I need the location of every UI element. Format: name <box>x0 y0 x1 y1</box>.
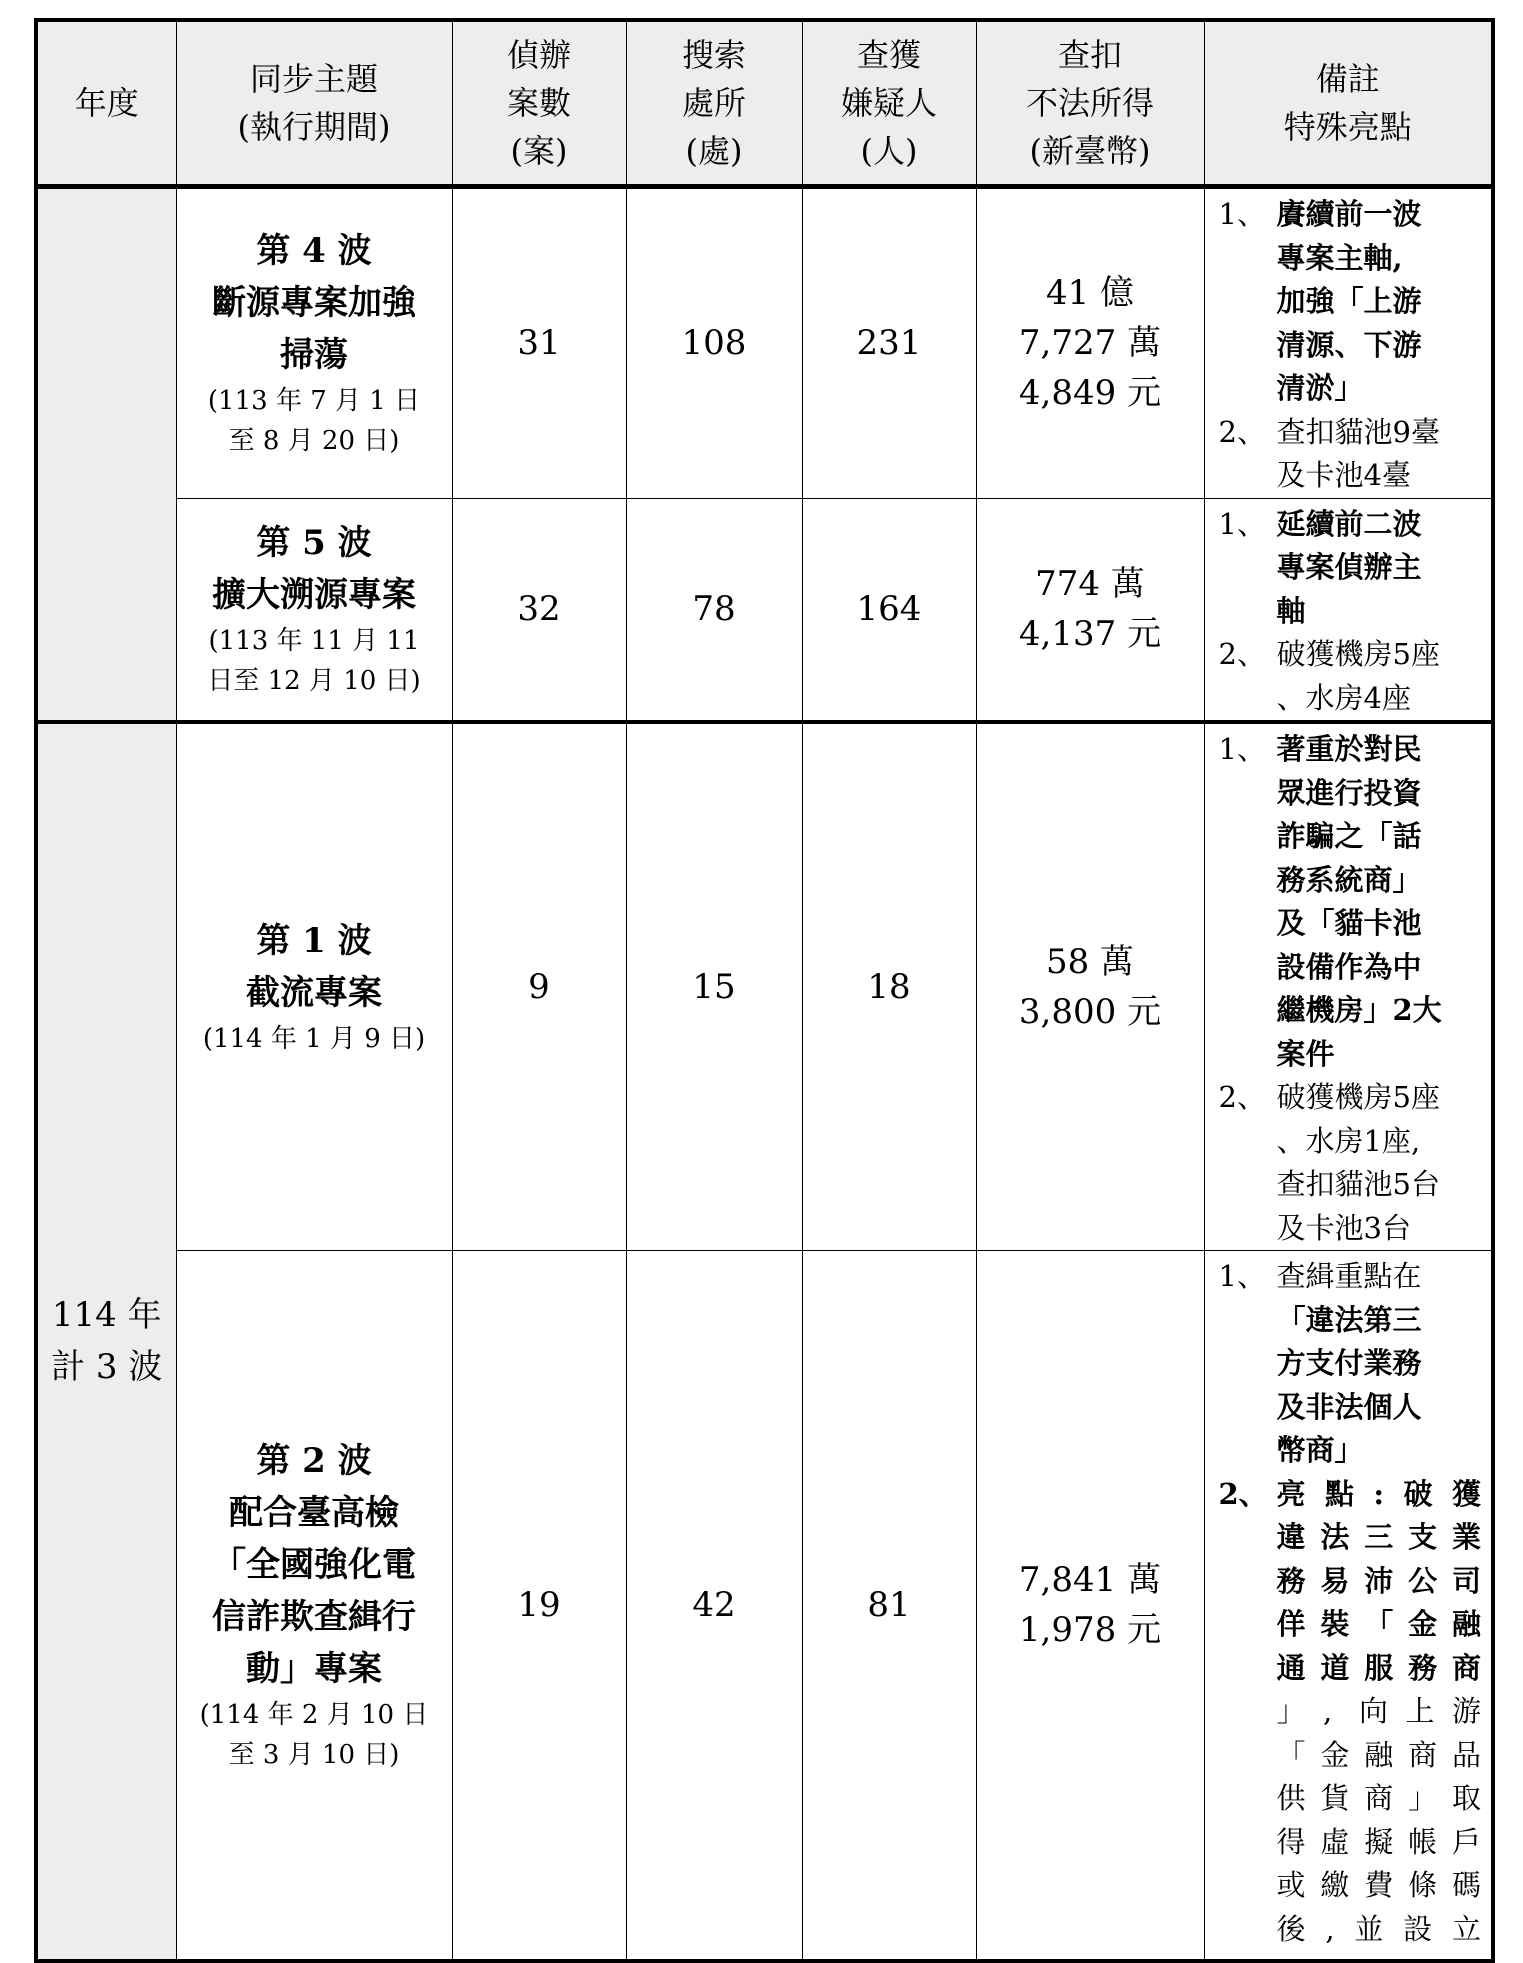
places-cell: 42 <box>626 1251 802 1961</box>
cases-cell: 19 <box>452 1251 626 1961</box>
topic-cell: 第 1 波 截流專案 (114 年 1 月 9 日) <box>176 722 452 1251</box>
header-seized: 查扣 不法所得 (新臺幣) <box>976 20 1204 187</box>
notes-cell <box>1204 498 1493 722</box>
cases-cell: 31 <box>452 187 626 499</box>
table-row <box>36 187 1493 499</box>
seized-cell: 7,841 萬 1,978 元 <box>976 1251 1204 1961</box>
seized-cell: 58 萬 3,800 元 <box>976 722 1204 1251</box>
header-notes: 備註 特殊亮點 <box>1204 20 1493 187</box>
table-row <box>36 722 1493 1251</box>
header-places: 搜索 處所 (處) <box>626 20 802 187</box>
notes-cell <box>1204 722 1493 1251</box>
note-item: 1、 賡續前一波 專案主軸, 加強「上游 清源、下游 清淤」 <box>1218 197 1422 405</box>
header-topic: 同步主題 (執行期間) <box>176 20 452 187</box>
notes-cell <box>1204 187 1493 499</box>
header-suspects: 查獲 嫌疑人 (人) <box>802 20 976 187</box>
header-year: 年度 <box>36 20 176 187</box>
cases-cell: 9 <box>452 722 626 1251</box>
suspects-cell: 18 <box>802 722 976 1251</box>
document-page <box>34 18 1491 1946</box>
suspects-cell: 164 <box>802 498 976 722</box>
places-cell: 108 <box>626 187 802 499</box>
note-item: 2、 亮點:破獲 違法三支業 務易沛公司 佯裝「金融 通道服務商 」, 向上游 「金融商品 供貨商」取 得虛擬帳戶 或繳費條碼 後,並設立 <box>1218 1476 1481 1946</box>
note-item: 2、 查扣貓池9臺 及卡池4臺 <box>1218 414 1440 492</box>
topic-cell: 第 2 波 配合臺高檢 「全國強化電 信詐欺查緝行 動」專案 (114 年 2 月 10 日 至 3 月 10 日) <box>176 1251 452 1961</box>
note-item: 1、 查緝重點在 「違法第三 方支付業務 及非法個人 幣商」 <box>1218 1259 1422 1467</box>
operations-table <box>34 18 1495 1963</box>
year-cell <box>36 187 176 723</box>
places-cell: 78 <box>626 498 802 722</box>
note-item: 2、 破獲機房5座 、水房1座, 查扣貓池5台 及卡池3台 <box>1218 1080 1440 1245</box>
note-item: 1、 著重於對民 眾進行投資 詐騙之「話 務系統商」 及「貓卡池 設備作為中 繼機房」2大 案件 <box>1218 732 1442 1071</box>
year-cell: 114 年 計 3 波 <box>36 722 176 1961</box>
table-row <box>36 498 1493 722</box>
cases-cell: 32 <box>452 498 626 722</box>
seized-cell: 41 億 7,727 萬 4,849 元 <box>976 187 1204 499</box>
note-item: 2、 破獲機房5座 、水房4座 <box>1218 637 1440 715</box>
table-header-row <box>36 20 1493 187</box>
topic-cell: 第 5 波 擴大溯源專案 (113 年 11 月 11 日至 12 月 10 日) <box>176 498 452 722</box>
seized-cell: 774 萬 4,137 元 <box>976 498 1204 722</box>
header-cases: 偵辦 案數 (案) <box>452 20 626 187</box>
topic-cell: 第 4 波 斷源專案加強 掃蕩 (113 年 7 月 1 日 至 8 月 20 日) <box>176 187 452 499</box>
table-row <box>36 1251 1493 1961</box>
note-item: 1、 延續前二波 專案偵辦主 軸 <box>1218 506 1422 628</box>
suspects-cell: 231 <box>802 187 976 499</box>
notes-cell <box>1204 1251 1493 1961</box>
places-cell: 15 <box>626 722 802 1251</box>
suspects-cell: 81 <box>802 1251 976 1961</box>
